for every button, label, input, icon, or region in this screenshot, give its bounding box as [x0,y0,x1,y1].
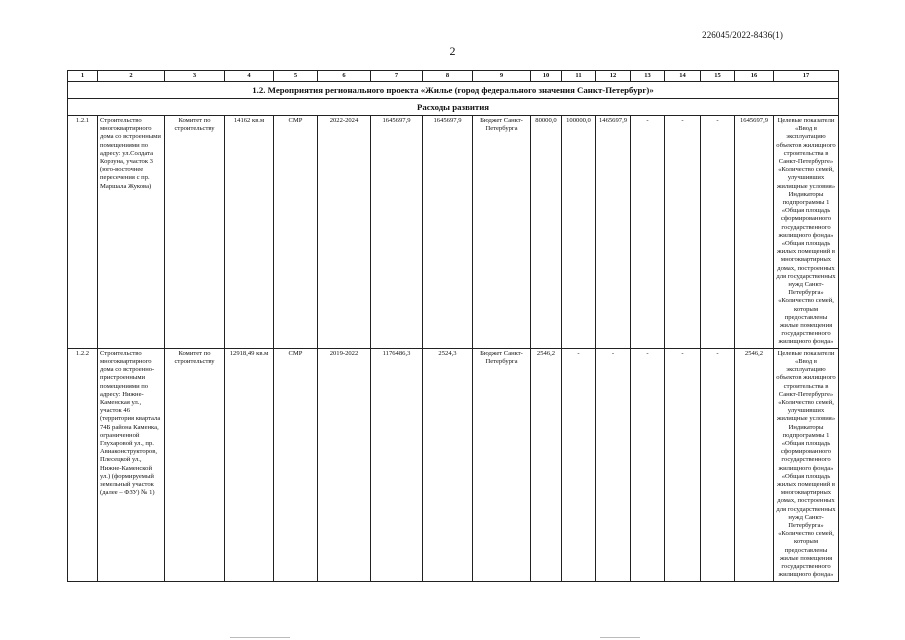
total-financing: 2524,3 [423,348,473,581]
year-value: - [701,348,735,581]
column-number: 7 [371,71,423,82]
period: 2019-2022 [318,348,371,581]
column-number: 5 [274,71,318,82]
column-number: 8 [423,71,473,82]
capacity: 12918,49 кв.м [225,348,274,581]
column-number: 4 [225,71,274,82]
column-number: 2 [98,71,165,82]
column-number: 11 [562,71,596,82]
column-16-value: 1645697,9 [735,116,774,349]
column-number: 6 [318,71,371,82]
year-value: - [665,348,701,581]
column-number: 13 [631,71,665,82]
funding-source: Бюджет Санкт-Петербурга [473,116,531,349]
estimated-cost: 1176486,3 [371,348,423,581]
year-value: - [701,116,735,349]
work-type: СМР [274,116,318,349]
period: 2022-2024 [318,116,371,349]
scan-edge-mark [600,637,640,638]
section-row [68,82,839,99]
subsection-row [68,99,839,116]
estimated-cost: 1645697,9 [371,116,423,349]
year-value: 100000,0 [562,116,596,349]
column-16-value: 2546,2 [735,348,774,581]
customer: Комитет по строительству [165,348,225,581]
object-name: Строительство многоквартирного дома со встроенными помещениями по адресу: ул.Солдата Корзуна, участок 3 (юго-восточнее пересечения с пр. Маршала Жукова) [98,116,165,349]
target-indicators: Целевые показатели «Ввод в эксплуатацию объектов жилищного строительства в Санкт-Петербурге» «Количество семей, улучшивших жилищные условия» Индикаторы подпрограммы 1 «Общая площадь сформированного государственного жилищного фонда» «Общая площадь жилых помещений в многоквартирных домах, построенных для государственных нужд Санкт-Петербурга» «Количество семей, которым предоставлены жилые помещения государственного жилищного фонда» [774,116,839,349]
year-value: - [631,348,665,581]
subsection-title: Расходы развития [68,99,839,116]
object-name: Строительство многоквартирного дома со встроенно-пристроенными помещениями по адресу: Нижне-Каменская ул., участок 46 (территория квартала 74Б района Каменка, ограниченной Глухаровой ул., пр. Авиаконструкторов, Плесецкой ул., Нижне-Каменской ул.) (формируемый земельный участок (далее – ФЗУ) № 1) [98,348,165,581]
column-number: 17 [774,71,839,82]
section-title: 1.2. Мероприятия регионального проекта «Жилье (город федерального значения Санкт-Петербург)» [68,82,839,99]
column-number: 1 [68,71,98,82]
column-number-row [68,71,839,82]
column-number: 10 [531,71,562,82]
year-value: 80000,0 [531,116,562,349]
column-number: 14 [665,71,701,82]
program-table [67,70,839,582]
customer: Комитет по строительству [165,116,225,349]
row-number: 1.2.2 [68,348,98,581]
column-number: 9 [473,71,531,82]
column-number: 15 [701,71,735,82]
year-value: 2546,2 [531,348,562,581]
page-number: 2 [449,44,456,58]
year-value: - [562,348,596,581]
capacity: 14162 кв.м [225,116,274,349]
target-indicators: Целевые показатели «Ввод в эксплуатацию объектов жилищного строительства в Санкт-Петербурге» «Количество семей, улучшивших жилищные условия» Индикаторы подпрограммы 1 «Общая площадь сформированного государственного жилищного фонда» «Общая площадь жилых помещений в многоквартирных домах, построенных для государственных нужд Санкт-Петербурга» «Количество семей, которым предоставлены жилые помещения государственного жилищного фонда» [774,348,839,581]
column-number: 3 [165,71,225,82]
column-number: 12 [596,71,631,82]
funding-source: Бюджет Санкт-Петербурга [473,348,531,581]
table-row [68,348,839,581]
year-value: - [596,348,631,581]
scan-edge-mark [230,637,290,638]
table-row [68,116,839,349]
row-number: 1.2.1 [68,116,98,349]
work-type: СМР [274,348,318,581]
year-value: - [665,116,701,349]
column-number: 16 [735,71,774,82]
document-registration-number: 226045/2022-8436(1) [702,30,783,40]
year-value: 1465697,9 [596,116,631,349]
year-value: - [631,116,665,349]
total-financing: 1645697,9 [423,116,473,349]
